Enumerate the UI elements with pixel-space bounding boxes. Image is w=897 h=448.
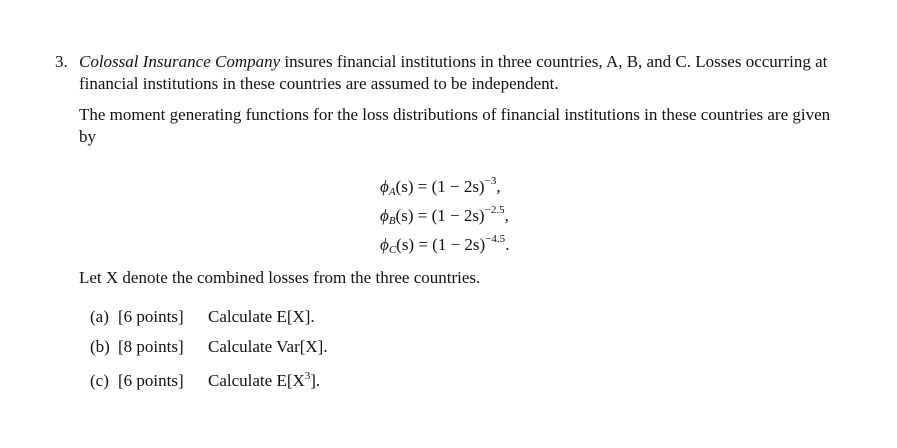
company-name: Colossal Insurance Company <box>79 52 281 71</box>
equation-a: $\phi_A(s) = (1 - 2s)^{-3}$, <box>380 175 501 198</box>
let-statement: Let X denote the combined losses from the three countries. <box>79 268 481 287</box>
mgf-intro-paragraph: The moment generating functions for the loss distributions of financial institutions in these countries are given by <box>79 105 831 146</box>
part-b: (b) [8 points] Calculate Var[X]. <box>90 336 328 356</box>
intro-paragraph <box>79 51 839 95</box>
equation-b: $\phi_B(s) = (1 - 2s)^{-2.5}$, <box>380 204 509 227</box>
part-a: (a) [6 points] Calculate E[X]. <box>90 307 315 326</box>
equation-block <box>380 170 509 257</box>
equation-c: $\phi_C(s) = (1 - 2s)^{-4.5}$. <box>380 233 510 256</box>
problem-number: 3. <box>55 52 68 71</box>
part-c: (c) [6 points] Calculate $E[X^3]$. <box>90 370 321 390</box>
parts-list <box>90 306 328 395</box>
intro-text: insures financial institutions in three countries, A, B, and C. Losses occurring at financial institutions in these countries are assumed to be independent. <box>79 52 828 93</box>
